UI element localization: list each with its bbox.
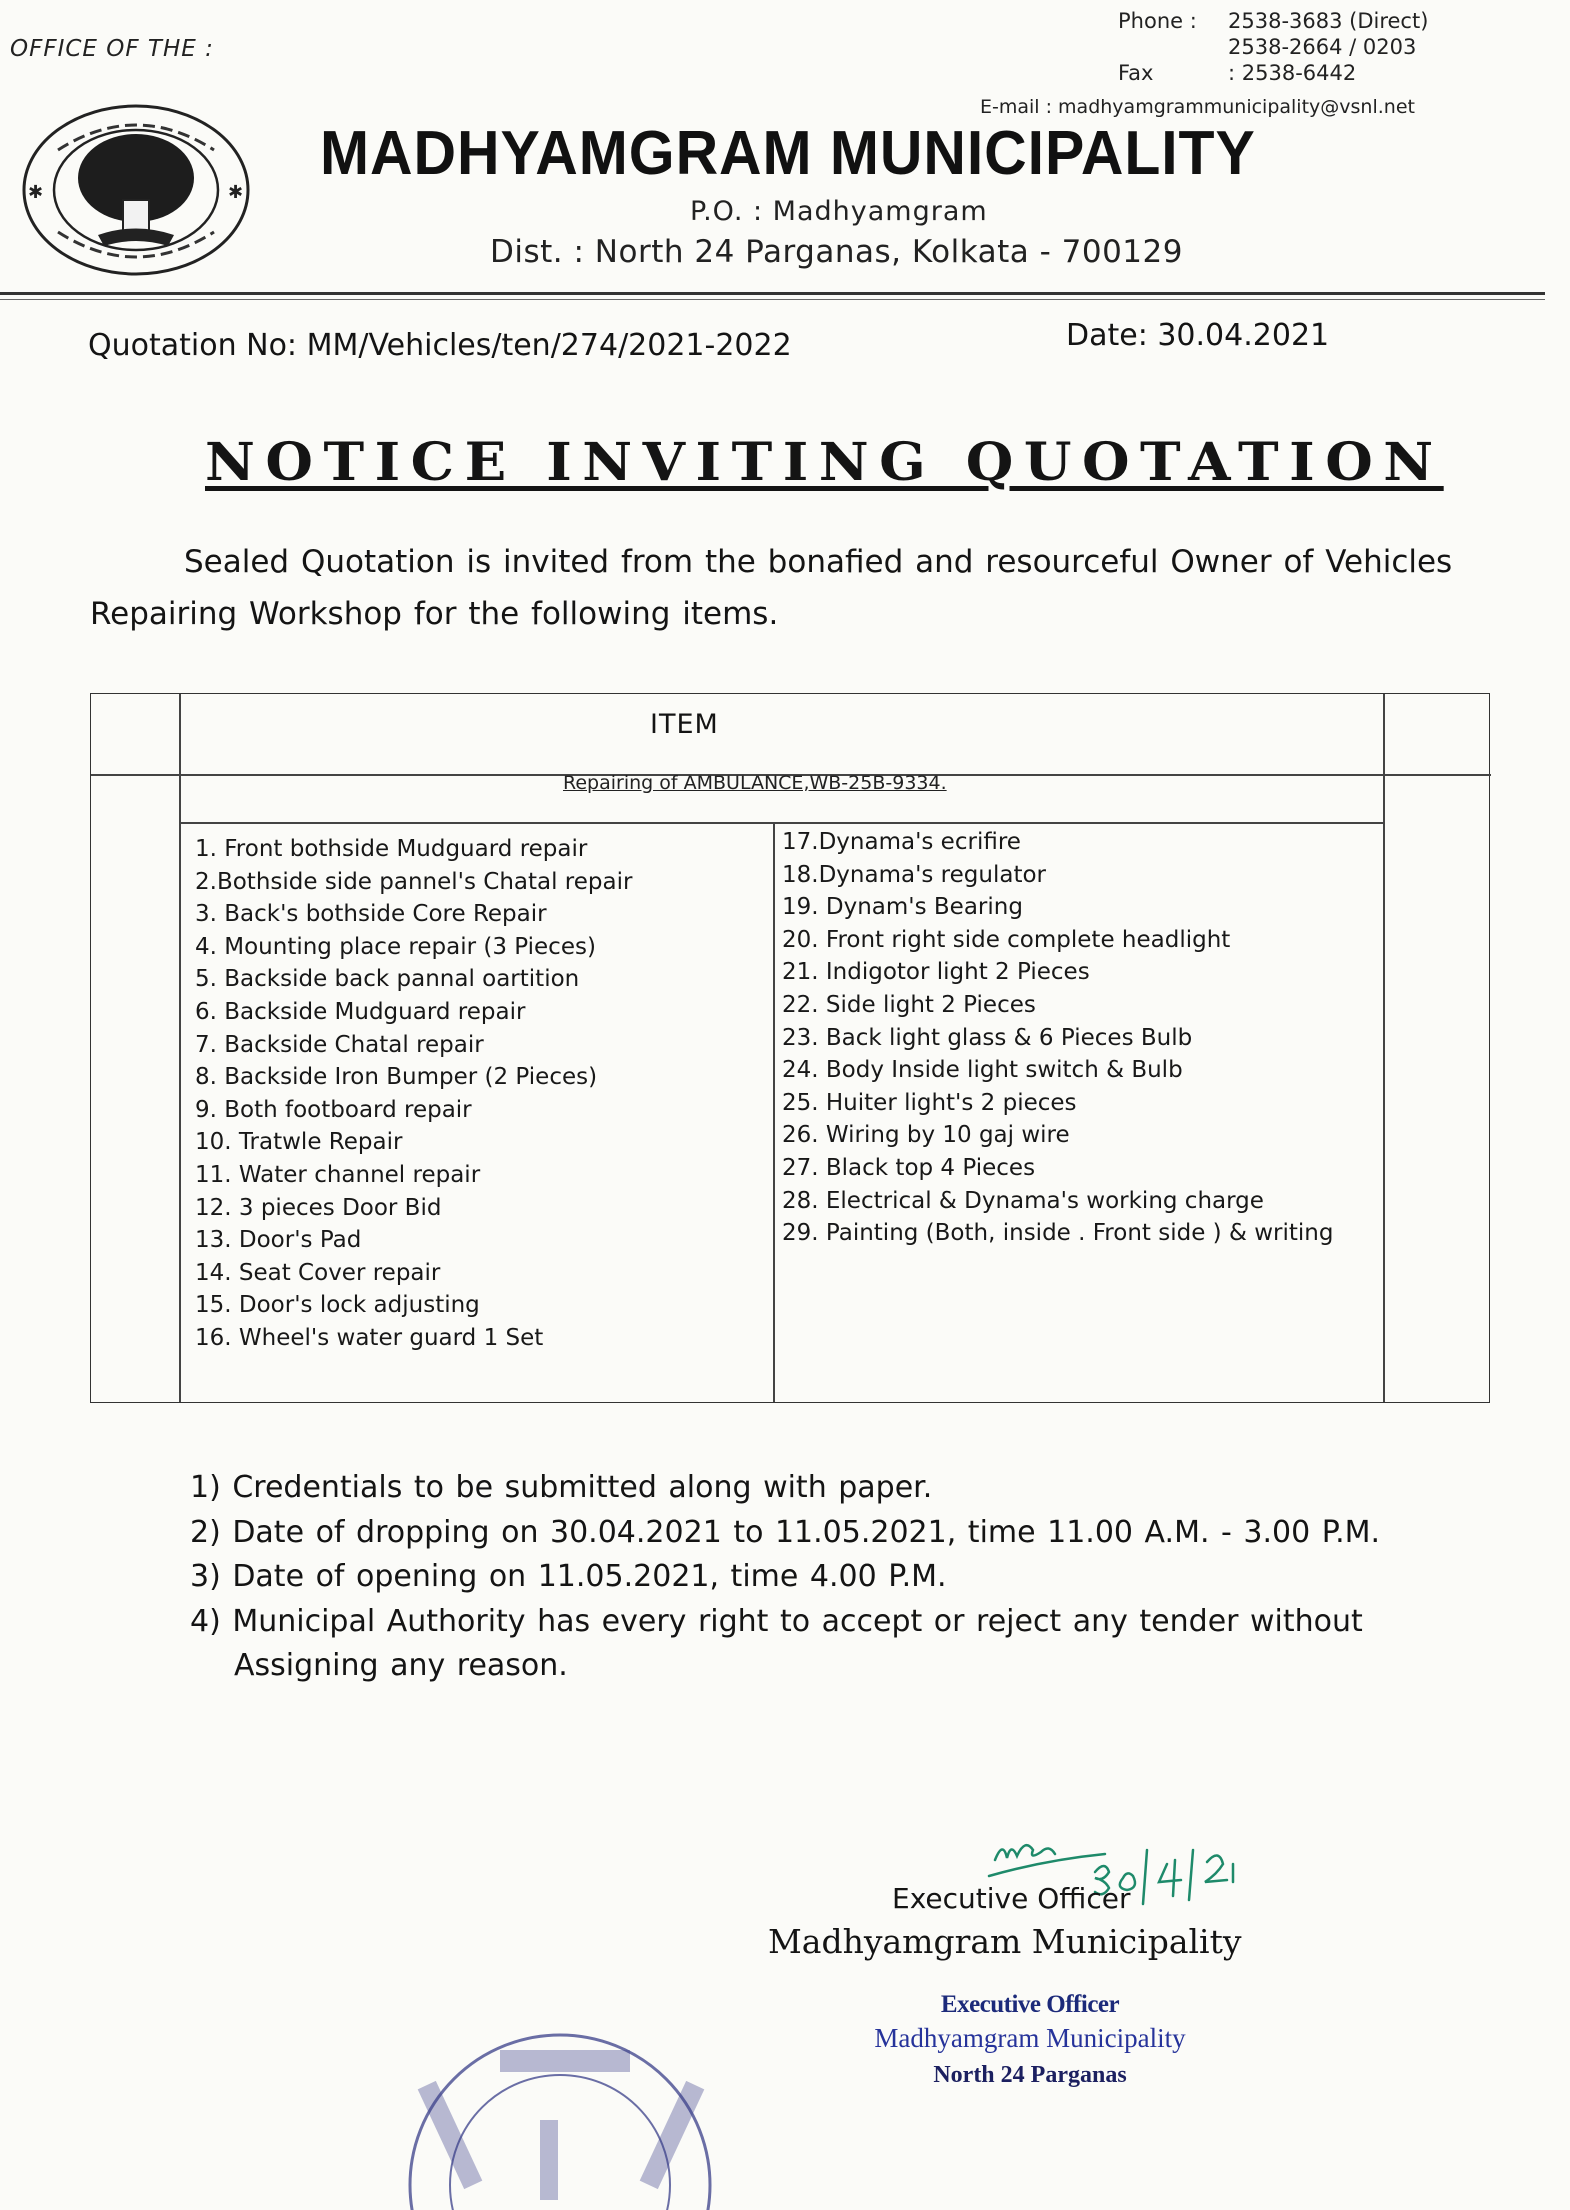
list-item: 21. Indigotor light 2 Pieces xyxy=(782,959,1090,986)
fax-number: : 2538-6442 xyxy=(1228,61,1357,85)
municipality-name: MADHYAMGRAM MUNICIPALITY xyxy=(320,119,1256,188)
svg-text:✱: ✱ xyxy=(228,182,244,203)
email-line: E-mail : madhyamgrammunicipality@vsnl.net xyxy=(980,96,1415,118)
contact-block xyxy=(980,8,1429,118)
table-column-divider xyxy=(179,694,181,1402)
letterhead-rule-thin xyxy=(0,299,1545,300)
list-item: 11. Water channel repair xyxy=(195,1161,481,1188)
condition-item-continued: Assigning any reason. xyxy=(234,1648,568,1683)
list-item: 14. Seat Cover repair xyxy=(195,1259,441,1286)
intro-paragraph-line-1: Sealed Quotation is invited from the bonafied and resourceful Owner of Vehicles xyxy=(184,544,1453,580)
conditions-list xyxy=(190,1466,1380,1689)
list-item: 18.Dynama's regulator xyxy=(782,861,1046,888)
post-office-line: P.O. : Madhyamgram xyxy=(690,196,988,227)
list-item: 26. Wiring by 10 gaj wire xyxy=(782,1122,1070,1149)
list-item: 9. Both footboard repair xyxy=(195,1096,472,1123)
district-line: Dist. : North 24 Parganas, Kolkata - 700129 xyxy=(490,234,1183,270)
letterhead-rule xyxy=(0,292,1545,295)
signoff-organization: Madhyamgram Municipality xyxy=(768,1922,1242,1961)
list-item: 24. Body Inside light switch & Bulb xyxy=(782,1057,1183,1084)
list-item: 16. Wheel's water guard 1 Set xyxy=(195,1324,544,1351)
condition-item: 1) Credentials to be submitted along with paper. xyxy=(190,1470,933,1505)
list-item: 13. Door's Pad xyxy=(195,1227,362,1254)
stamp-line-organization: Madhyamgram Municipality xyxy=(874,2023,1186,2053)
list-item: 1. Front bothside Mudguard repair xyxy=(195,836,588,862)
table-subheader: Repairing of AMBULANCE,WB-25B-9334. xyxy=(563,772,947,794)
list-item: 22. Side light 2 Pieces xyxy=(782,991,1036,1018)
list-item: 19. Dynam's Bearing xyxy=(782,894,1023,921)
list-item: 2.Bothside side pannel's Chatal repair xyxy=(195,868,633,895)
notice-date: Date: 30.04.2021 xyxy=(1066,318,1330,353)
svg-text:✱: ✱ xyxy=(28,182,44,203)
emblem-tree-icon xyxy=(78,134,194,246)
phone-number-2: 2538-2664 / 0203 xyxy=(1228,35,1417,59)
office-of-label: OFFICE OF THE : xyxy=(10,36,214,62)
table-row-divider xyxy=(179,822,1383,824)
list-item: 15. Door's lock adjusting xyxy=(195,1292,480,1319)
designation-stamp xyxy=(855,1991,1205,2089)
item-list-right xyxy=(782,826,1333,1250)
list-item: 23. Back light glass & 6 Pieces Bulb xyxy=(782,1024,1193,1051)
list-item: 25. Huiter light's 2 pieces xyxy=(782,1089,1077,1116)
list-item: 28. Electrical & Dynama's working charge xyxy=(782,1187,1264,1214)
table-header-item: ITEM xyxy=(650,709,719,740)
signoff-role: Executive Officer xyxy=(892,1882,1131,1915)
notice-title: NOTICE INVITING QUOTATION xyxy=(205,432,1444,493)
table-column-divider xyxy=(1383,694,1385,1402)
quotation-number: Quotation No: MM/Vehicles/ten/274/2021-2022 xyxy=(88,328,792,363)
stamp-line-district: North 24 Parganas xyxy=(933,2062,1127,2088)
stamp-line-role: Executive Officer xyxy=(940,1991,1120,2018)
list-item: 29. Painting (Both, inside . Front side ) & writing xyxy=(782,1220,1334,1247)
list-item: 17.Dynama's ecrifire xyxy=(782,829,1021,855)
list-item: 20. Front right side complete headlight xyxy=(782,926,1231,953)
round-seal-stamp xyxy=(400,2010,720,2210)
list-item: 4. Mounting place repair (3 Pieces) xyxy=(195,933,596,960)
phone-number-1: 2538-3683 (Direct) xyxy=(1228,9,1429,33)
phone-label: Phone : xyxy=(1118,9,1197,33)
list-item: 12. 3 pieces Door Bid xyxy=(195,1194,442,1221)
fax-label: Fax xyxy=(1118,61,1154,85)
list-item: 8. Backside Iron Bumper (2 Pieces) xyxy=(195,1064,598,1091)
condition-item: 2) Date of dropping on 30.04.2021 to 11.05.2021, time 11.00 A.M. - 3.00 P.M. xyxy=(190,1514,1381,1550)
list-item: 5. Backside back pannal oartition xyxy=(195,966,580,993)
list-item: 10. Tratwle Repair xyxy=(195,1129,403,1156)
table-column-divider xyxy=(773,822,775,1402)
list-item: 6. Backside Mudguard repair xyxy=(195,998,526,1025)
list-item: 3. Back's bothside Core Repair xyxy=(195,901,547,928)
list-item: 27. Black top 4 Pieces xyxy=(782,1154,1036,1181)
condition-item: 3) Date of opening on 11.05.2021, time 4.00 P.M. xyxy=(190,1559,947,1594)
condition-item: 4) Municipal Authority has every right to accept or reject any tender without xyxy=(190,1603,1363,1639)
municipality-emblem xyxy=(18,100,254,280)
item-list-left xyxy=(195,833,632,1355)
intro-paragraph-line-2: Repairing Workshop for the following items. xyxy=(90,596,779,632)
list-item: 7. Backside Chatal repair xyxy=(195,1031,484,1058)
